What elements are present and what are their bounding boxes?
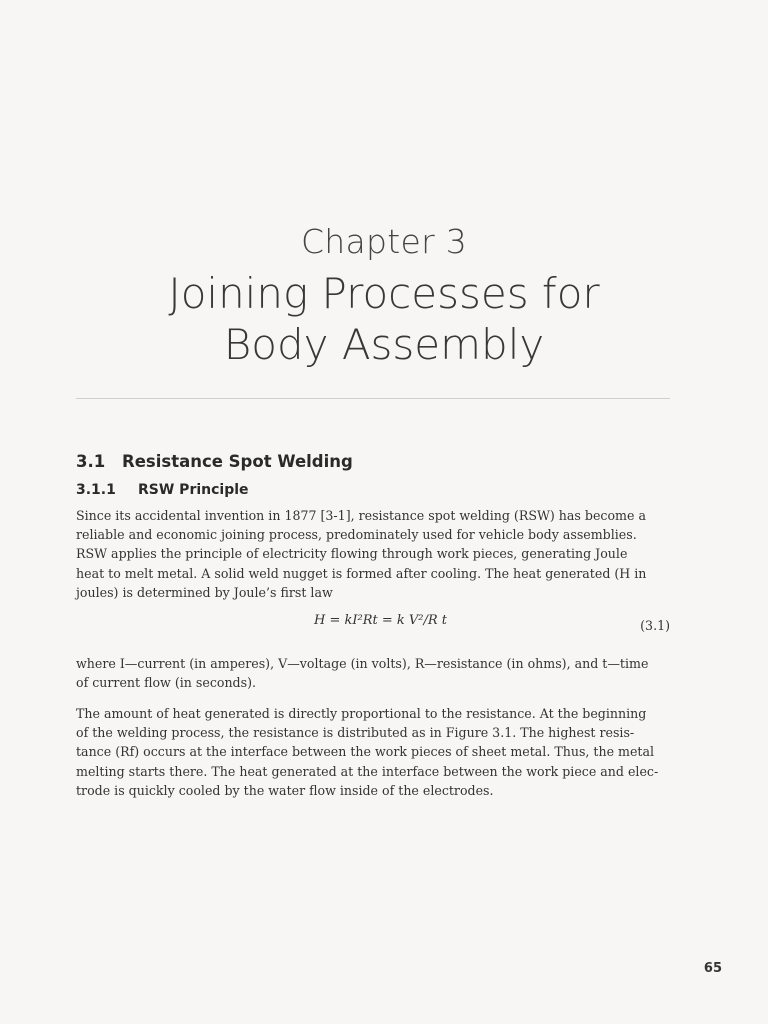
chapter-title-line: Joining Processes for [168,269,600,318]
paragraph-heat [76,704,676,800]
subsection-title: RSW Principle [138,482,249,498]
text-line: The amount of heat generated is directly proportional to the resistance. At the beginning [76,706,647,721]
section-heading [76,452,353,471]
paragraph-intro [76,506,676,602]
section-number: 3.1 [76,452,106,471]
text-line: melting starts there. The heat generated at the interface between the work piece and elec- [76,763,659,779]
text-line: of current flow (in seconds). [76,675,257,691]
section-title: Resistance Spot Welding [122,452,353,471]
text-line: joules) is determined by Joule’s first law [76,584,333,600]
paragraph-definitions [76,654,676,692]
page-number: 65 [703,961,722,976]
text-line: reliable and economic joining process, predominately used for vehicle body assemblies. [76,527,637,543]
text-line: RSW applies the principle of electricity flowing through work pieces, generating Joule [76,546,628,562]
chapter-divider [76,398,670,399]
text-line: where I—current (in amperes), V—voltage (in volts), R—resistance (in ohms), and t—time [76,656,649,671]
equation-number: (3.1) [640,618,670,633]
text-line: heat to melt metal. A solid weld nugget is formed after cooling. The heat generated (H in [76,565,647,581]
subsection-heading [76,482,249,498]
text-line: of the welding process, the resistance is distributed as in Figure 3.1. The highest resis- [76,725,635,741]
subsection-number: 3.1.1 [76,482,116,498]
text-line: Since its accidental invention in 1877 [3-1], resistance spot welding (RSW) has become a [76,508,646,523]
text-line: tance (Rf) occurs at the interface between the work pieces of sheet metal. Thus, the metal [76,744,655,760]
equation: H = kI²Rt = k V²/R t [314,613,448,628]
text-line: trode is quickly cooled by the water flow inside of the electrodes. [76,782,494,798]
chapter-title-line: Body Assembly [223,320,545,369]
chapter-title [0,268,768,370]
chapter-label: Chapter 3 [300,222,468,261]
